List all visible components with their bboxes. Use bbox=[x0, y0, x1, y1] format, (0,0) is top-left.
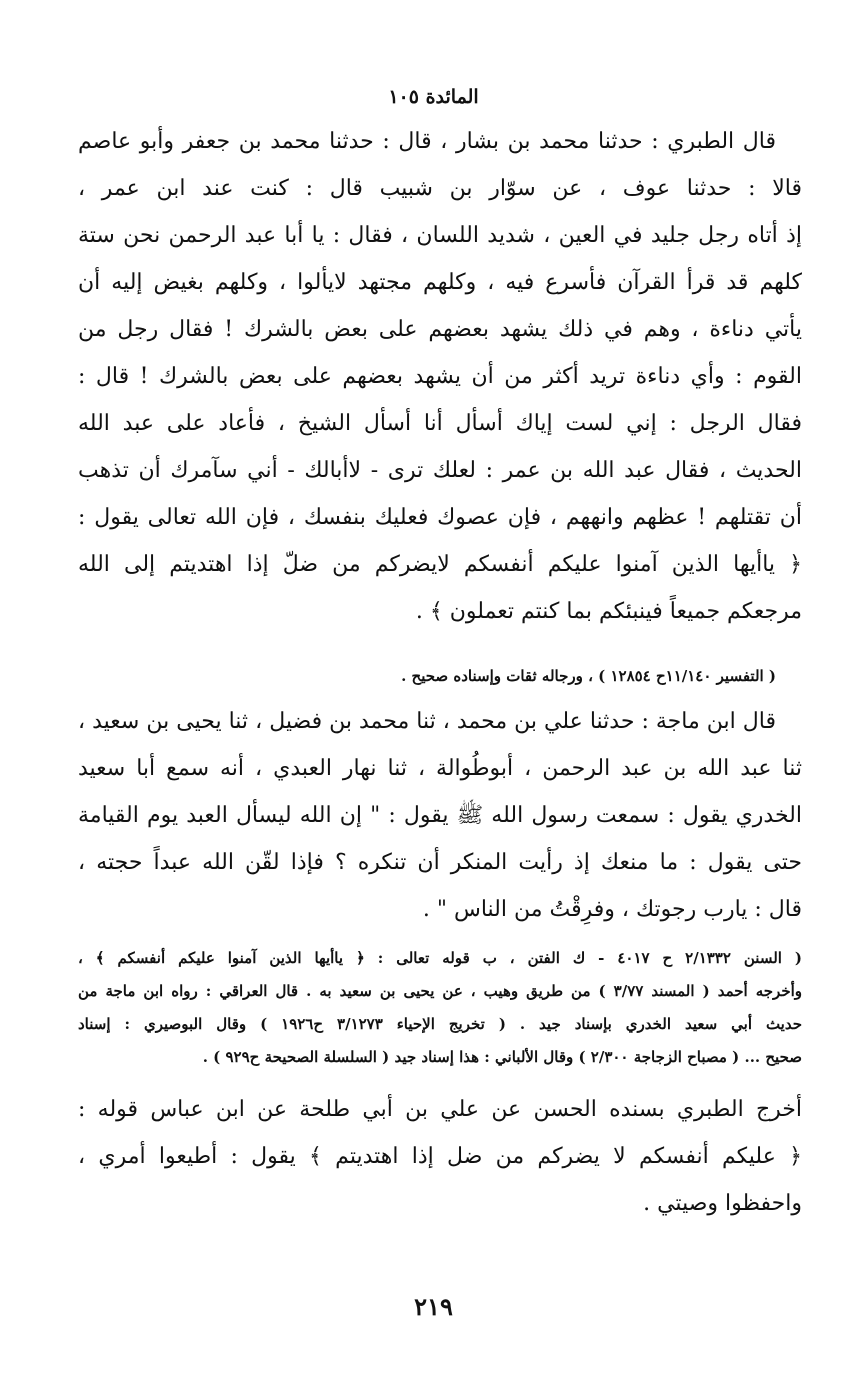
text-line: القوم : وأي دناءة تريد أكثر من أن يشهد بعضهم على بعض بالشرك ! قال : bbox=[78, 364, 802, 389]
text-line: قالا : حدثنا عوف ، عن سوّار بن شبيب قال : كنت عند ابن عمر ، bbox=[78, 176, 802, 201]
text-line: واحفظوا وصيتي . bbox=[643, 1191, 802, 1216]
running-header: المائدة ١٠٥ bbox=[388, 86, 479, 108]
text-line: ﴿ عليكم أنفسكم لا يضركم من ضل إذا اهتديتم ﴾ يقول : أطيعوا أمري ، bbox=[78, 1144, 802, 1169]
footnote-line: صحيح ... ( مصباح الزجاجة ٢/٣٠٠ ) وقال الألباني : هذا إسناد جيد ( السلسلة الصحيحة ح٩٢٩ ) . bbox=[202, 1048, 802, 1066]
paragraph-ibn-majah bbox=[78, 698, 802, 933]
text-line: إذ أتاه رجل جليد في العين ، شديد اللسان ، فقال : يا أبا عبد الرحمن نحن ستة bbox=[78, 223, 802, 248]
text-line: قال ابن ماجة : حدثنا علي بن محمد ، ثنا محمد بن فضيل ، ثنا يحيى بن سعيد ، bbox=[78, 709, 776, 734]
text-line: قال الطبري : حدثنا محمد بن بشار ، قال : حدثنا محمد بن جعفر وأبو عاصم bbox=[78, 129, 776, 154]
footnote-line: وأخرجه أحمد ( المسند ٣/٧٧ ) من طريق وهيب ، عن يحيى بن سعيد به . قال العراقي : رواه ابن ماجة من bbox=[78, 982, 803, 1000]
footnote-tafsir bbox=[78, 660, 802, 693]
footnote-line: ( التفسير ١١/١٤٠ح ١٢٨٥٤ ) ، ورجاله ثقات وإسناده صحيح . bbox=[401, 667, 776, 685]
text-line: حتى يقول : ما منعك إذ رأيت المنكر أن تنكره ؟ فإذا لقّن الله عبداً حجته ، bbox=[78, 850, 802, 875]
paragraph-tabari-1 bbox=[78, 118, 802, 635]
footnote-line: حديث أبي سعيد الخدري بإسناد جيد . ( تخريج الإحياء ٣/١٢٧٣ ح١٩٢٦ ) وقال البوصيري : إسناد bbox=[78, 1015, 803, 1033]
text-line: يأتي دناءة ، وهم في ذلك يشهد بعضهم على بعض بالشرك ! فقال رجل من bbox=[78, 317, 802, 342]
text-line: ﴿ ياأيها الذين آمنوا عليكم أنفسكم لايضركم من ضلّ إذا اهتديتم إلى الله bbox=[78, 552, 802, 577]
text-line: أن تقتلهم ! عظهم وانههم ، فإن عصوك فعليك بنفسك ، فإن الله تعالى يقول : bbox=[78, 505, 802, 530]
text-line: مرجعكم جميعاً فينبئكم بما كنتم تعملون ﴾ . bbox=[415, 599, 802, 624]
text-line: قال : يارب رجوتك ، وفرِقْتُ من الناس " . bbox=[422, 897, 802, 922]
page-number: ٢١٩ bbox=[414, 1292, 453, 1321]
footnote-line: ( السنن ٢/١٣٣٢ ح ٤٠١٧ - ك الفتن ، ب قوله تعالى : ﴿ ياأيها الذين آمنوا عليكم أنفسكم ﴾ ، bbox=[78, 949, 802, 967]
footnote-sunan bbox=[78, 942, 802, 1074]
text-line: أخرج الطبري بسنده الحسن عن علي بن أبي طلحة عن ابن عباس قوله : bbox=[78, 1097, 802, 1122]
text-line: كلهم قد قرأ القرآن فأسرع فيه ، وكلهم مجتهد لايألوا ، وكلهم بغيض إليه أن bbox=[78, 270, 803, 295]
text-line: الحديث ، فقال عبد الله بن عمر : لعلك ترى - لاأبالك - أني سآمرك أن تذهب bbox=[78, 458, 802, 483]
text-line: فقال الرجل : إني لست إياك أسأل أنا أسأل الشيخ ، فأعاد على عبد الله bbox=[78, 411, 802, 436]
paragraph-tabari-2 bbox=[78, 1086, 802, 1227]
text-line: الخدري يقول : سمعت رسول الله ﷺ يقول : " إن الله ليسأل العبد يوم القيامة bbox=[78, 803, 802, 828]
text-line: ثنا عبد الله بن عبد الرحمن ، أبوطُوالة ، ثنا نهار العبدي ، أنه سمع أبا سعيد bbox=[78, 756, 802, 781]
